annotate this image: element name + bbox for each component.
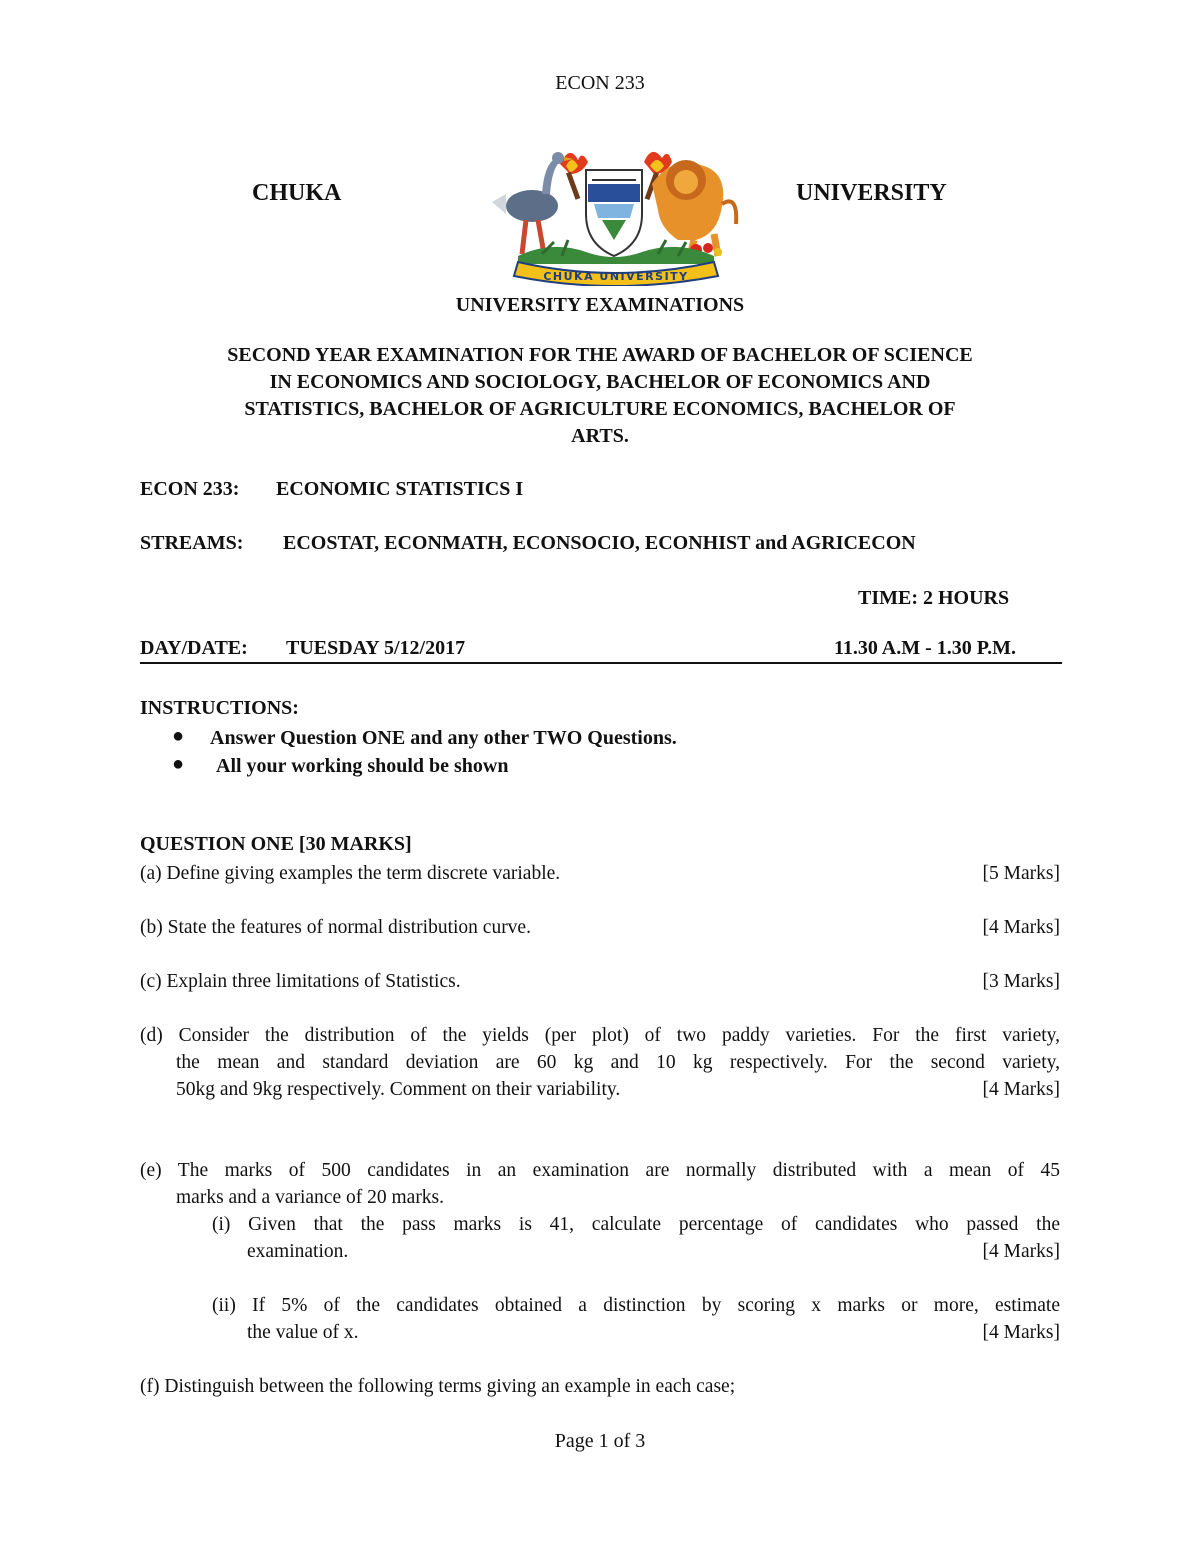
bullet-icon: ● <box>172 753 185 775</box>
question-c-marks: [3 Marks] <box>982 971 1060 992</box>
question-e-i-line: (i) Given that the pass marks is 41, calculate percentage of candidates who passed the <box>212 1214 1060 1235</box>
question-text: (a) Define giving examples the term discrete variable. <box>140 863 561 884</box>
question-e-line: (e) The marks of 500 candidates in an examination are normally distributed with a mean of 45 <box>140 1160 1060 1181</box>
question-e-ii-line: (ii) If 5% of the candidates obtained a distinction by scoring x marks or more, estimate <box>212 1295 1060 1316</box>
question-e-line: marks and a variance of 20 marks. <box>176 1187 445 1208</box>
award-description <box>140 342 1060 450</box>
university-name-left: CHUKA <box>252 180 342 206</box>
university-name-right: UNIVERSITY <box>796 180 947 206</box>
question-one-title: QUESTION ONE [30 MARKS] <box>140 833 412 855</box>
exam-session-time: 11.30 A.M - 1.30 P.M. <box>834 637 1017 659</box>
award-line: IN ECONOMICS AND SOCIOLOGY, BACHELOR OF ECONOMICS AND <box>269 371 931 393</box>
date-label: DAY/DATE: <box>140 637 248 659</box>
question-e-i-line: examination. <box>247 1241 349 1262</box>
question-e-ii-line: the value of x. <box>247 1322 359 1343</box>
award-line: ARTS. <box>571 425 629 447</box>
question-a <box>140 860 1060 887</box>
instructions-title: INSTRUCTIONS: <box>140 697 299 719</box>
question-a-marks: [5 Marks] <box>982 863 1060 884</box>
question-b <box>140 914 1060 941</box>
course-code-header: ECON 233 <box>555 72 645 94</box>
question-d-line: the mean and standard deviation are 60 kg and 10 kg respectively. For the second variety, <box>176 1052 1060 1073</box>
award-line: SECOND YEAR EXAMINATION FOR THE AWARD OF BACHELOR OF SCIENCE <box>227 344 973 366</box>
question-f: (f) Distinguish between the following terms giving an example in each case; <box>140 1376 736 1397</box>
exam-duration: TIME: 2 HOURS <box>858 587 1010 609</box>
exam-date: TUESDAY 5/12/2017 <box>286 637 466 659</box>
exam-title: UNIVERSITY EXAMINATIONS <box>455 294 745 316</box>
page-number: Page 1 of 3 <box>554 1430 646 1452</box>
question-text: (b) State the features of normal distribution curve. <box>140 917 531 938</box>
question-c <box>140 968 1060 995</box>
header-divider <box>140 662 1062 664</box>
question-e-i-marks: [4 Marks] <box>982 1241 1060 1262</box>
question-b-marks: [4 Marks] <box>982 917 1060 938</box>
university-crest-logo <box>482 144 746 286</box>
question-d-line: (d) Consider the distribution of the yields (per plot) of two paddy varieties. For the first variety, <box>140 1025 1060 1046</box>
course-name: ECONOMIC STATISTICS I <box>276 478 524 500</box>
question-text: (c) Explain three limitations of Statistics. <box>140 971 461 992</box>
question-d-marks: [4 Marks] <box>982 1079 1060 1100</box>
streams-label: STREAMS: <box>140 532 244 554</box>
question-e-ii-marks: [4 Marks] <box>982 1322 1060 1343</box>
award-line: STATISTICS, BACHELOR OF AGRICULTURE ECONOMICS, BACHELOR OF <box>244 398 956 420</box>
logo-banner-text: CHUKA UNIVERSITY <box>543 270 689 283</box>
bullet-icon: ● <box>172 725 185 747</box>
question-d-line: 50kg and 9kg respectively. Comment on their variability. <box>176 1079 621 1100</box>
course-label: ECON 233: <box>140 478 240 500</box>
instruction-item: Answer Question ONE and any other TWO Questions. <box>210 727 677 749</box>
instruction-item: All your working should be shown <box>216 755 509 777</box>
streams-value: ECOSTAT, ECONMATH, ECONSOCIO, ECONHIST and AGRICECON <box>283 532 916 554</box>
